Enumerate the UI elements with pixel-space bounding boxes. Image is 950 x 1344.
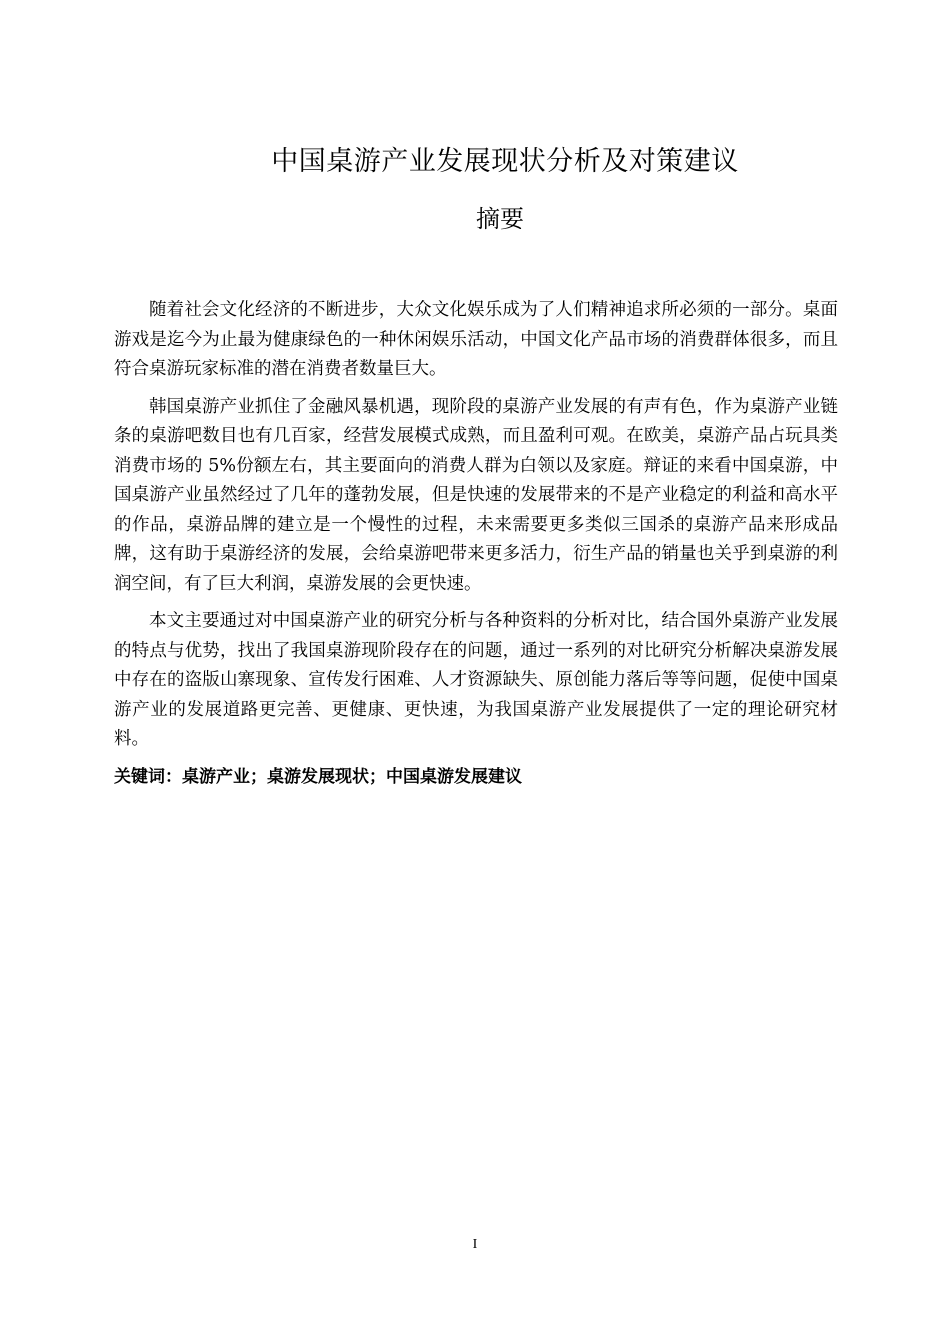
abstract-heading: 摘要 (476, 205, 524, 233)
abstract-paragraph-1: 随着社会文化经济的不断进步，大众文化娱乐成为了人们精神追求所必须的一部分。桌面游戏是迄今为止最为健康绿色的一种休闲娱乐活动，中国文化产品市场的消费群体很多，而且符合桌游玩家标准的潜在消费者数量巨大。 (114, 300, 838, 379)
keywords-line: 关键词：桌游产业；桌游发展现状；中国桌游发展建议 (114, 766, 522, 787)
abstract-body (114, 296, 838, 791)
document-title: 中国桌游产业发展现状分析及对策建议 (271, 146, 739, 177)
page-number: I (472, 1237, 478, 1252)
abstract-paragraph-3: 本文主要通过对中国桌游产业的研究分析与各种资料的分析对比，结合国外桌游产业发展的特点与优势，找出了我国桌游现阶段存在的问题，通过一系列的对比研究分析解决桌游发展中存在的盗版山寨现象、宣传发行困难、人才资源缺失、原创能力落后等等问题，促使中国桌游产业的发展道路更完善、更健康、更快速，为我国桌游产业发展提供了一定的理论研究材料。 (114, 611, 838, 749)
abstract-paragraph-2: 韩国桌游产业抓住了金融风暴机遇，现阶段的桌游产业发展的有声有色，作为桌游产业链条的桌游吧数目也有几百家，经营发展模式成熟，而且盈利可观。在欧美，桌游产品占玩具类消费市场的 5%份额左右，其主要面向的消费人群为白领以及家庭。辩证的来看中国桌游，中国桌游产业虽然经过了几年的蓬勃发展，但是快速的发展带来的不是产业稳定的利益和高水平的作品，桌游品牌的建立是一个慢性的过程，未来需要更多类似三国杀的桌游产品来形成品牌，这有助于桌游经济的发展，会给桌游吧带来更多活力，衍生产品的销量也关乎到桌游的利润空间，有了巨大利润，桌游发展的会更快速。 (114, 396, 838, 594)
